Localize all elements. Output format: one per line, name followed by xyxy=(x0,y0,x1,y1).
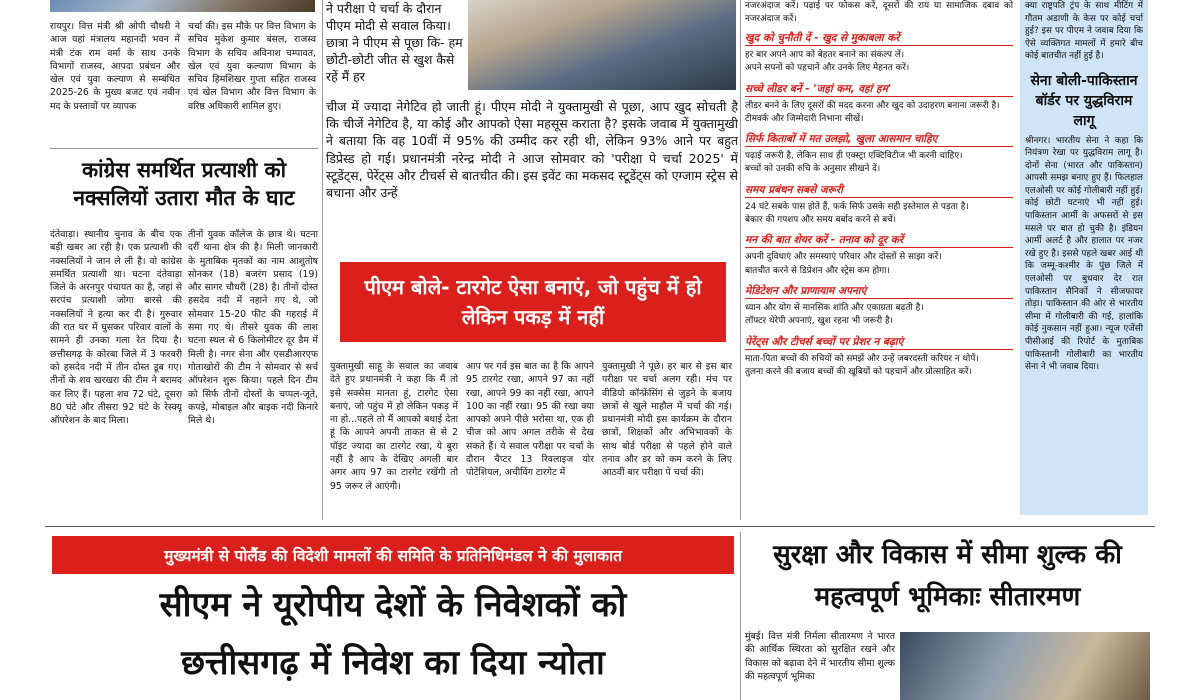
budget-story-col2 xyxy=(188,20,316,113)
tips-section-title: समय प्रबंधन सबसे जरूरी xyxy=(745,183,1013,198)
army-headline: सेना बोली-पाकिस्तान बॉर्डर पर युद्धविराम लागू xyxy=(1030,72,1138,129)
bottom-left-kicker xyxy=(52,536,734,574)
tips-section-title: खुद को चुनौती दें - खुद से मुकाबला करें xyxy=(745,31,1013,46)
army-body: श्रीनगर। भारतीय सेना ने कहा कि नियंत्रण रेखा पर युद्धविराम लागू है। दोनों सेना (भारत और पाकिस्तान) आपसी समझ बनाए हुए हैं। फिलहाल एलओसी पर कोई गोलीबारी नहीं हुई। कोई छोटी घटनाएं भी नहीं हुई। पाकिस्तान आर्मी के अफसरों से इस मसले पर बात हो चुकी है। इंडियन आर्मी अलर्ट है और हालात पर नजर रखे हुए है। इससे पहले खबर आई थी कि जम्मू-कश्मीर के पुंछ जिले में एलओसी पर बुधवार देर रात पाकिस्तान सैनिकों ने सीजफायर तोड़ा। पाकिस्तान की ओर से भारतीय सीमा में गोलीबारी की गई, हालांकि कोई नुकसान नहीं हुआ। न्यूज एजेंसी पीसीआई की रिपोर्ट के मुताबिक पाकिस्तानी गोलीबारी का भारतीय सेना ने भी जवाब दिया। xyxy=(1025,135,1143,373)
tips-line: अपनी दुविधाएं और समस्याएं परिवार और दोस्तों से साझा करें। xyxy=(745,252,942,263)
tips-top-text: नजरअंदाज करें। पढ़ाई पर फोकस करें, दूसरों की राय या सामाजिक दबाव को नजरअंदाज करें। xyxy=(745,1,1013,24)
pm-banner-text: पीएम बोले- टारगेट ऐसा बनाएं, जो पहुंच में हो लेकिन पकड़ में नहीं xyxy=(364,275,702,329)
tips-column xyxy=(745,0,1013,520)
pm-col2-text: आप पर गर्व इस बात का है कि आपने 95 टारगेट रखा, आपने 97 का नहीं रखा, आपने 99 का नहीं रखा, आपने 100 का नहीं रखा। 95 की रखा क्या आपको अपने पीछे भरोसा था, एक ही चीज को आप अगल तरीके से देख सकते हैं। ये सवाल परीक्षा पर चर्चा के दौरान चैप्टर 13 रिवलाइज योर पोटेंशियल, अचीविंग टारगेट में xyxy=(466,361,594,479)
tips-line: बच्चों को उनकी रुचि के अनुसार सीखने दें। xyxy=(745,164,881,175)
bottom-left-kicker-text: मुख्यमंत्री से पोलैंड की विदेशी मामलों की समिति के प्रतिनिधिमंडल ने की मुलाकात xyxy=(164,547,622,565)
tips-line: तुलना करने की बजाय बच्चों की खूबियों को पहचानें और प्रोत्साहित करें। xyxy=(745,366,972,377)
budget-story-col1: रायपुर। वित्त मंत्री श्री ओपी चौधरी ने आज यहां मंत्रालय महानदी भवन में मंत्री टंक राम वर्मा के साथ उनके विभागों राजस्व, आपदा प्रबंधन और खेल एवं युवा कल्याण से सम्बंधित 2025-26 के मुख्य बजट एवं नवीन मद के प्रस्तावों पर व्यापक xyxy=(50,21,180,112)
tips-section-title: मन की बात शेयर करें - तनाव को दूर करें xyxy=(745,233,1013,248)
bottom-left-headline-1: सीएम ने यूरोपीय देशों के निवेशकों को xyxy=(159,585,627,625)
pm-banner xyxy=(340,262,726,342)
tips-section xyxy=(745,183,1013,228)
tips-line: लीडर बनने के लिए दूसरों की मदद करना और खुद को उदाहरण बनाना जरूरी है। xyxy=(745,100,1000,111)
naxal-col1-text: दंतेवाड़ा। स्थानीय चुनाव के बीच एक बड़ी खबर आ रही है। एक प्रत्याशी की नक्सलियों ने जान ले ली है। वो कांग्रेस समर्थित प्रत्याशी था। घटना दंतेवाड़ा जिले के अरनपुर पंचायत का है, जहां से सरपंच प्रत्याशी जोगा बारसे की नक्सलियों ने हत्या कर दी है। गुरुवार की रात घर में घुसकर परिवार वालों के सामने ही उनका गला रेत दिया है। छत्तीसगढ़ के कोरबा जिले में 3 फरवरी को हसदेव नदी में तीन दोस्त डूब गए। तीनों के शव खरखरा की टीम ने बरामद कर लिए हैं। पहला शव 72 घंटे, दूसरा 80 घंटे और तीसरा 92 घंटे के रेस्क्यू ऑपरेशन के बाद मिला। xyxy=(50,229,182,427)
tips-section-title: सच्चे लीडर बनें - 'जहां कम, वहां हम' xyxy=(745,82,1013,97)
tips-line: माता-पिता बच्चों की रुचियों को समझें और उन्हें जबरदस्ती करियर न थोपें। xyxy=(745,353,979,364)
army-top-text: क्या राष्ट्रपति ट्रंप के साथ मीटिंग में गौतम अडाणी के केस पर कोई चर्चा हुई? इस पर पीएम ने जवाब दिया कि ऐसे व्यक्तिगत मामलों में हमारे बीच कोई बातचीत नहीं हुई है। xyxy=(1025,1,1143,61)
tips-line: टीमवर्क और जिम्मेदारी निभाना सीखें। xyxy=(745,113,864,124)
tips-section-title: सिर्फ किताबों में मत उलझो, खुला आसमान चाहिए xyxy=(745,132,1013,147)
naxal-col1 xyxy=(50,228,182,503)
photo-top-left xyxy=(50,0,315,12)
sitharaman-photo xyxy=(900,632,1150,700)
tips-line: अपने सपनों को पहचानें और उनके लिए मेहनत करें। xyxy=(745,63,910,74)
tips-line: बेकार की गपशप और समय बर्बाद करने से बचें। xyxy=(745,215,897,226)
tips-section xyxy=(745,233,1013,278)
tips-section xyxy=(745,335,1013,380)
pm-top-text-body: ने परीक्षा पे चर्चा के दौरान पीएम मोदी से सवाल किया। छात्रा ने पीएम से पूछा कि- हम छोटी-छोटी जीत से खुश कैसे रहें मैं हर xyxy=(326,1,463,84)
tips-line: 24 घंटे सबके पास होते हैं, फर्क सिर्फ उसके सही इस्तेमाल से पड़ता है। xyxy=(745,201,969,212)
tips-line: बातचीत करने से डिप्रेशन और स्ट्रेस कम होगा। xyxy=(745,265,890,276)
divider xyxy=(50,148,318,149)
budget-story xyxy=(50,20,180,113)
bottom-right-body xyxy=(745,630,895,700)
pm-col1-text: युक्तामुखी साहू के सवाल का जवाब देते हुए प्रधानमंत्री ने कहा कि मैं तो इसे सक्सेस मानता हूं, टारगेट ऐसा बनाएं, जो पहुंच में हो लेकिन पकड़ में ना हो...पहले तो मैं आपको बधाई देता हूं कि आपने अपनी ताकत से से 2 पॉइंट ज्यादा का टारगेट रखा, ये बुरा नहीं है आप के देखिए अगली बार अगर आप 97 का टारगेट रखेंगी तो 95 जरूर ले आएंगी। xyxy=(330,361,458,492)
tips-section xyxy=(745,31,1013,76)
column-rule xyxy=(740,0,741,520)
divider xyxy=(45,526,1155,527)
naxal-col2-text: तीनों युवक कॉलेज के छात्र थे। घटना दर्री थाना क्षेत्र की है। मिली जानकारी के मुताबिक मृतकों का नाम आशुतोष सोनकर (18) बजरंग प्रसाद (19) और सागर चौधरी (28) है। तीनों दोस्त हसदेव नदी में नहाने गए थे, जो सोमवार 15-20 फीट की गहराई में समा गए थे। तीसरे युवक की लाश घटना स्थल से 6 किलोमीटर दूर डैम में मिली है। नगर सेना और एसडीआरएफ गोताखोरों की टीम ने सोमवार से सर्च ऑपरेशन शुरू किया। पहले दिन टीम को सिर्फ तीनों दोस्तों के चप्पल-जूते, कपड़े, मोबाइल और बाइक नदी किनारे मिले थे। xyxy=(188,229,318,427)
pm-main-text xyxy=(326,98,738,256)
tips-section-title: मेडिटेशन और प्राणायाम अपनाएं xyxy=(745,284,1013,299)
bottom-right-headline: सुरक्षा और विकास में सीमा शुल्क की महत्वपूर्ण भूमिकाः सीतारमण xyxy=(773,540,1122,612)
pm-col3 xyxy=(602,360,732,520)
tips-section xyxy=(745,82,1013,127)
pm-photo xyxy=(468,0,736,90)
column-rule xyxy=(740,532,741,700)
pm-main-text-body: चीज में ज्यादा नेगेटिव हो जाती हूं। पीएम मोदी ने युक्तामुखी से पूछा, आप खुद सोचती है कि चीजें नेगेटिव है, या कोई और आपको ऐसा महसूस कराता है? इसके जवाब में युक्तामुखी ने बताया कि वह 10वीं में 95% की उम्मीद कर रही थी, लेकिन 93% आने पर बहुत डिप्रेस्ड हो गई। प्रधानमंत्री नरेन्द्र मोदी ने आज सोमवार को 'परीक्षा पे चर्चा 2025' में स्टूडेंट्स, पेरेंट्स और टीचर्स से बातचीत की। इस इवेंट का मकसद स्टूडेंट्स को एग्जाम स्ट्रेस से बचाना और उन्हें xyxy=(326,99,738,201)
naxal-col2 xyxy=(188,228,318,503)
bottom-left-headline-2: छत्तीसगढ़ में निवेश का दिया न्योता xyxy=(181,643,605,683)
pm-col2 xyxy=(466,360,594,520)
tips-section-title: पेरेंट्स और टीचर्स बच्चों पर प्रेशर न बढ़ाएं xyxy=(745,335,1013,350)
tips-line: हर बार अपने आप को बेहतर बनाने का संकल्प लें। xyxy=(745,50,905,60)
pm-top-text xyxy=(326,0,464,96)
bottom-right-body-text: मुंबई। वित्त मंत्री निर्मला सीतारमण ने भारत की आर्थिक स्थिरता को सुरक्षित रखने और विकास को बढ़ावा देने में भारतीय सीमा शुल्क की महत्वपूर्ण भूमिका xyxy=(745,631,895,682)
pm-col1 xyxy=(330,360,458,520)
tips-section xyxy=(745,284,1013,329)
tips-line: ध्यान और योग से मानसिक शांति और एकाग्रता बढ़ती है। xyxy=(745,302,924,313)
tips-line: पढ़ाई जरूरी है, लेकिन साथ ही एक्स्ट्रा एक्टिविटीज भी करनी चाहिए। xyxy=(745,151,963,162)
tips-section xyxy=(745,132,1013,177)
tips-line: लॉफ्टर थेरेपी अपनाएं, खुश रहना भी जरूरी है। xyxy=(745,316,894,327)
pm-col3-text: युक्तामुखी ने पूछे। हर बार से इस बार परीक्षा पर चर्चा अलग रही। मंच पर वीडियो कॉन्फ्रेंसिंग से जुड़ने के बजाय छात्रों से खुले माहौल में चर्चा की गई। प्रधानमंत्री मोदी इस कार्यक्रम के दौरान छात्रों, शिक्षकों और अभिभावकों के साथ बोर्ड परीक्षा से पहले होने वाले तनाव और डर को कम करने के लिए आठवीं बार परीक्षा पे चर्चा की। xyxy=(602,361,732,479)
budget-story-col2-text: चर्चा की। इस मौके पर वित्त विभाग के सचिव मुकेश कुमार बंसल, राजस्व विभाग के सचिव अविनाश चम्पावत, खेल एवं युवा कल्याण विभाग के सचिव हिमशिखर गुप्ता सहित राजस्व एवं खेल विभाग और वित्त विभाग के वरिष्ठ अधिकारी शामिल हुए। xyxy=(188,21,316,112)
naxal-headline: कांग्रेस समर्थित प्रत्याशी को नक्सलियों उतारा मौत के घाट xyxy=(73,157,295,210)
army-box xyxy=(1020,0,1148,515)
column-rule xyxy=(322,0,323,520)
